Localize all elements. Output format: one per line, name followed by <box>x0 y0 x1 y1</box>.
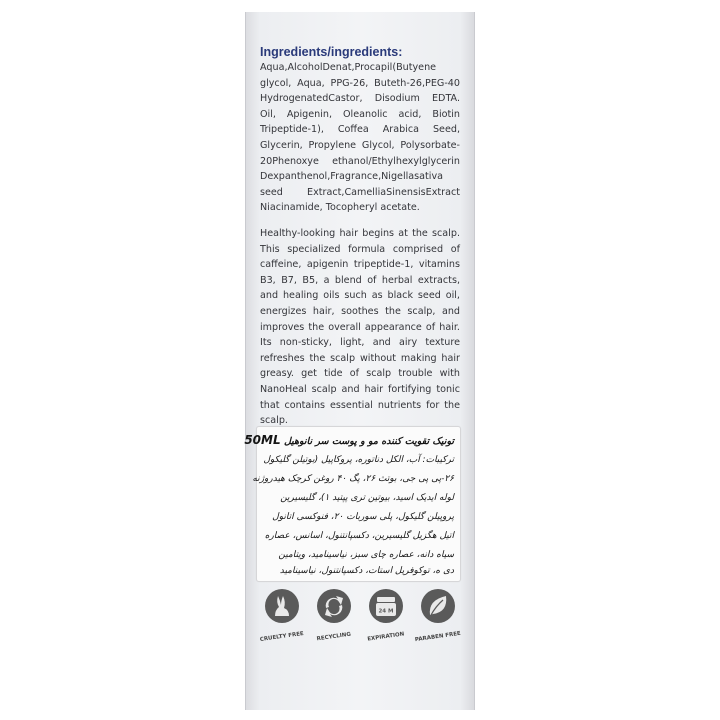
leaf-icon <box>416 588 460 646</box>
label-line-3: لوله ایدیک اسید، بیوتین تری پپتید ۱)، گلیسیرین <box>280 493 454 503</box>
paraben-free-badge <box>416 588 460 646</box>
rabbit-icon <box>260 588 304 646</box>
expiration-badge <box>364 588 408 646</box>
label-line-5: اتیل هگزیل گلیسیرین، دکسپانتنول، اسانس، عصاره <box>264 531 454 541</box>
label-line-6: سیاه دانه، عصاره چای سبز، نیاسینامید، ویتامین <box>278 550 454 560</box>
expiration-badge-text: 24 M <box>378 608 394 615</box>
ingredients-list: Aqua,AlcoholDenat,Procapil(Butyene glycol, Aqua, PPG-26, Buteth-26,PEG-40 HydrogenatedCastor, Disodium EDTA. Oil, Apigenin, Oleanolic acid, Biotin Tripeptide-1), Coffea Arabica Seed, Glycerin, Propylene Glycol, Polysorbate-20Phenoxye ethanol/Ethylhexylglycerin Dexpanthenol,Fragrance,Nigellasativa seed Extract,CamelliaSinensisExtract Niacinamide, Tocopheryl acetate. <box>260 62 460 214</box>
cruelty-free-text: CRUELTY FREE <box>259 630 305 644</box>
paraben-free-text: PARABEN FREE <box>414 630 462 644</box>
label-line-2: ۲۶-پی پی جی، بوتث ۲۶، پگ ۴۰ روغن کرچک هیدروژنه <box>252 474 454 484</box>
persian-sticker-label <box>244 426 461 582</box>
label-title <box>244 431 454 450</box>
certification-icons <box>260 588 460 648</box>
recycle-icon <box>312 588 356 646</box>
label-title-text: تونیک تقویت کننده مو و پوست سر نانوهیل <box>283 436 454 447</box>
recycling-badge <box>312 588 356 646</box>
label-line-4: پروپیلن گلیکول، پلی سوربات ۲۰، فنوکسی اتانول <box>272 512 454 522</box>
label-line-7: دی ه، توکوفریل استات، دکسپانتنول، نیاسینامید <box>279 566 454 576</box>
expiration-text: EXPIRATION <box>367 631 405 643</box>
expiration-jar-icon <box>364 588 408 646</box>
ingredients-heading: Ingredients/ingredients: <box>260 45 403 59</box>
label-volume: 50ML <box>244 433 281 447</box>
recycling-text: RECYCLING <box>316 631 352 643</box>
product-description: Healthy-looking hair begins at the scalp. This specialized formula comprised of caffeine, apigenin tripeptide-1, vitamins B3, B7, B5, a blend of herbal extracts, and healing oils such as black seed oil, energizes hair, soothes the scalp, and improves the overall appearance of hair. Its non-sticky, light, and airy texture refreshes the scalp without making hair greasy. get tide of scalp trouble with NanoHeal scalp and hair fortifying tonic that contains essential nutrients for the scalp. <box>260 228 460 427</box>
label-line-1: ترکیبات: آب، الکل دناتوره، پروکاپیل (بوتیلن گلیکول <box>263 455 454 465</box>
cruelty-free-badge <box>260 588 304 646</box>
